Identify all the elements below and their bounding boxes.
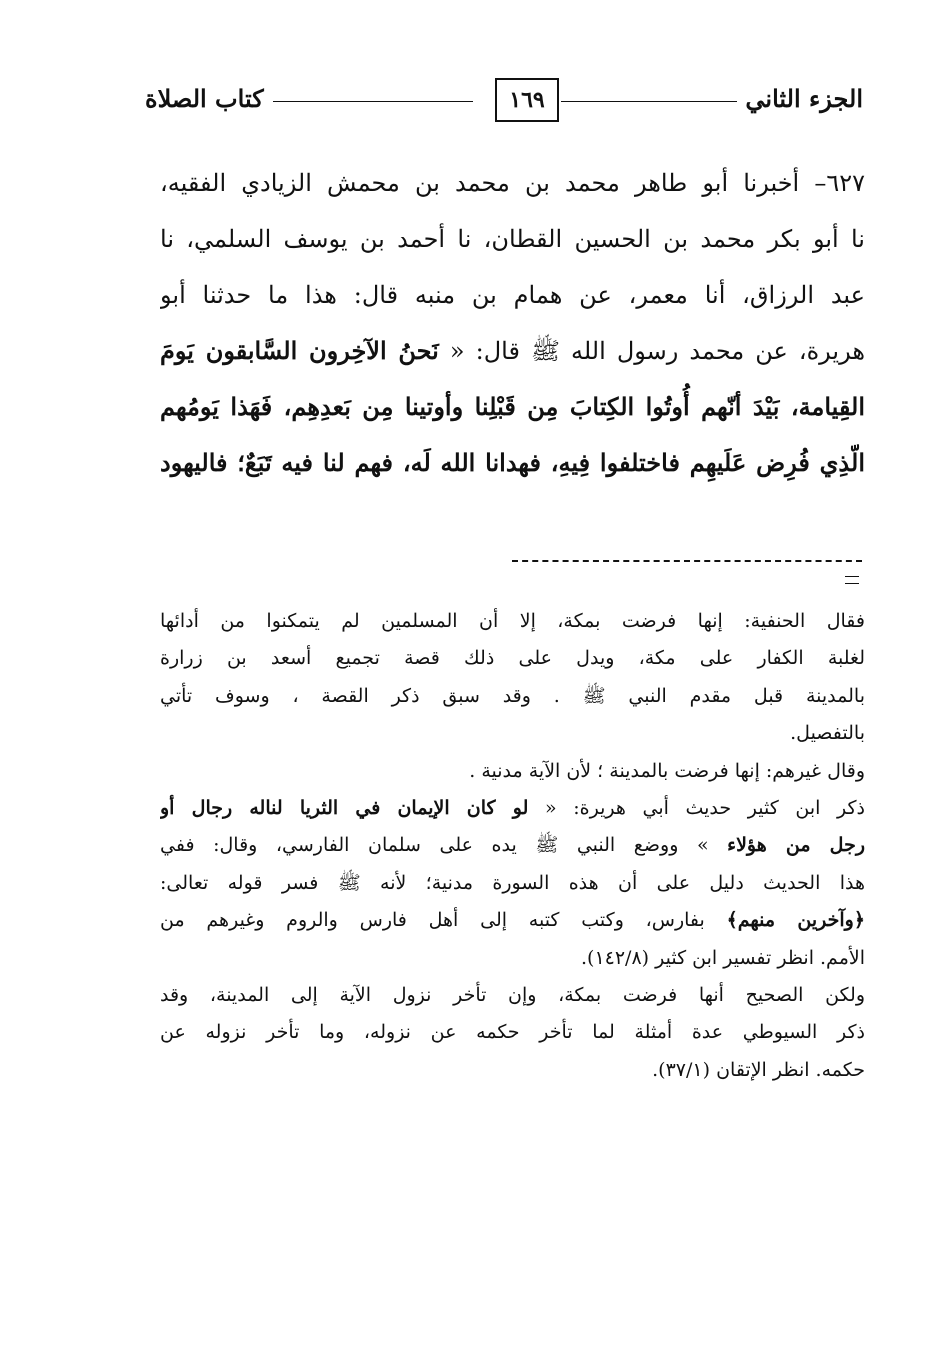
footnote-line: ولكن الصحيح أنها فرضت بمكة، وإن تأخر نزول الآية إلى المدينة، وقد [160,983,865,1006]
footnote-line: بالتفصيل. [790,722,865,745]
footnote-hadith-bold: لو كان الإيمان في الثريا لناله رجال أو [160,796,529,819]
footnotes [160,603,865,1089]
footnote-plain: ذكر ابن كثير حديث أبي هريرة: « [545,796,865,819]
footnote-line: لغلبة الكفار على مكة، ويدل على ذلك قصة تجميع أسعد بن زرارة [160,647,865,670]
hadith-line: الّذِي فُرِض عَلَيهِم فاختلفوا فِيهِ، فهدانا الله لَه، فهم لنا فيه تَبَعٌ؛ فاليهود [160,448,865,477]
footnote-line [160,827,865,864]
main-text [160,155,865,491]
page-number: ١٦٩ [495,78,559,122]
footnote-line: الأمم. انظر تفسير ابن كثير (١٤٢/٨). [580,946,865,969]
footnote-line [160,902,865,939]
hadith-text-bold: نَحنُ الآخِرون السَّابقون يَومَ [160,336,439,365]
footnote-line: هذا الحديث دليل على أن هذه السورة مدنية؛ لأنه ﷺ فسر قوله تعالى: [160,871,865,894]
footnote-separator [512,560,862,562]
quran-verse-bold: ﴿وآخرين منهم﴾ [726,909,865,932]
book-title: كتاب الصلاة [145,84,264,113]
footnote-line: وقال غيرهم: إنها فرضت بالمدينة ؛ لأن الآية مدنية . [469,759,865,782]
hadith-line: القِيامة، بَيْدَ أنّهم أُوتُوا الكِتابَ مِن قَبْلِنا وأوتينا مِن بَعدِهِم، فَهَذا يَومُهم [160,392,865,421]
footnote-line: فقال الحنفية: إنها فرضت بمكة، إلا أن المسلمين لم يتمكنوا من أدائها [160,610,865,632]
main-line: ٦٢٧– أخبرنا أبو طاهر محمد بن محمد بن محمش الزيادي الفقيه، [160,169,865,197]
header-rule-right [561,101,737,102]
main-line: عبد الرزاق، أنا معمر، عن همام بن منبه قال: هذا ما حدثنا أبو [160,281,865,309]
volume-label: الجزء الثاني [745,84,863,113]
footnote-line: ذكر السيوطي عدة أمثلة لما تأخر حكمه عن نزوله، وما تأخر نزوله عن [160,1021,865,1044]
header-rule-left [273,101,473,102]
footnote-hadith-bold: رجل من هؤلاء [727,834,865,857]
footnote-line: بالمدينة قبل مقدم النبي ﷺ . وقد سبق ذكر القصة ، وسوف تأتي [160,684,865,707]
footnote-plain: بفارس، وكتب كتبه إلى أهل فارس والروم وغيرهم من [160,909,705,932]
running-header [145,78,863,128]
main-line-plain: هريرة، عن محمد رسول الله ﷺ قال: « [449,337,865,365]
footnote-continuation-mark [845,576,859,584]
footnote-line: حكمه. انظر الإتقان (٣٧/١). [652,1058,865,1081]
footnote-plain: » ووضع النبي ﷺ يده على سلمان الفارسي، وقال: ففي [160,834,709,857]
footnote-line [160,790,865,827]
main-line [160,323,865,379]
main-line: نا أبو بكر محمد بن الحسين القطان، نا أحمد بن يوسف السلمي، نا [160,225,865,253]
